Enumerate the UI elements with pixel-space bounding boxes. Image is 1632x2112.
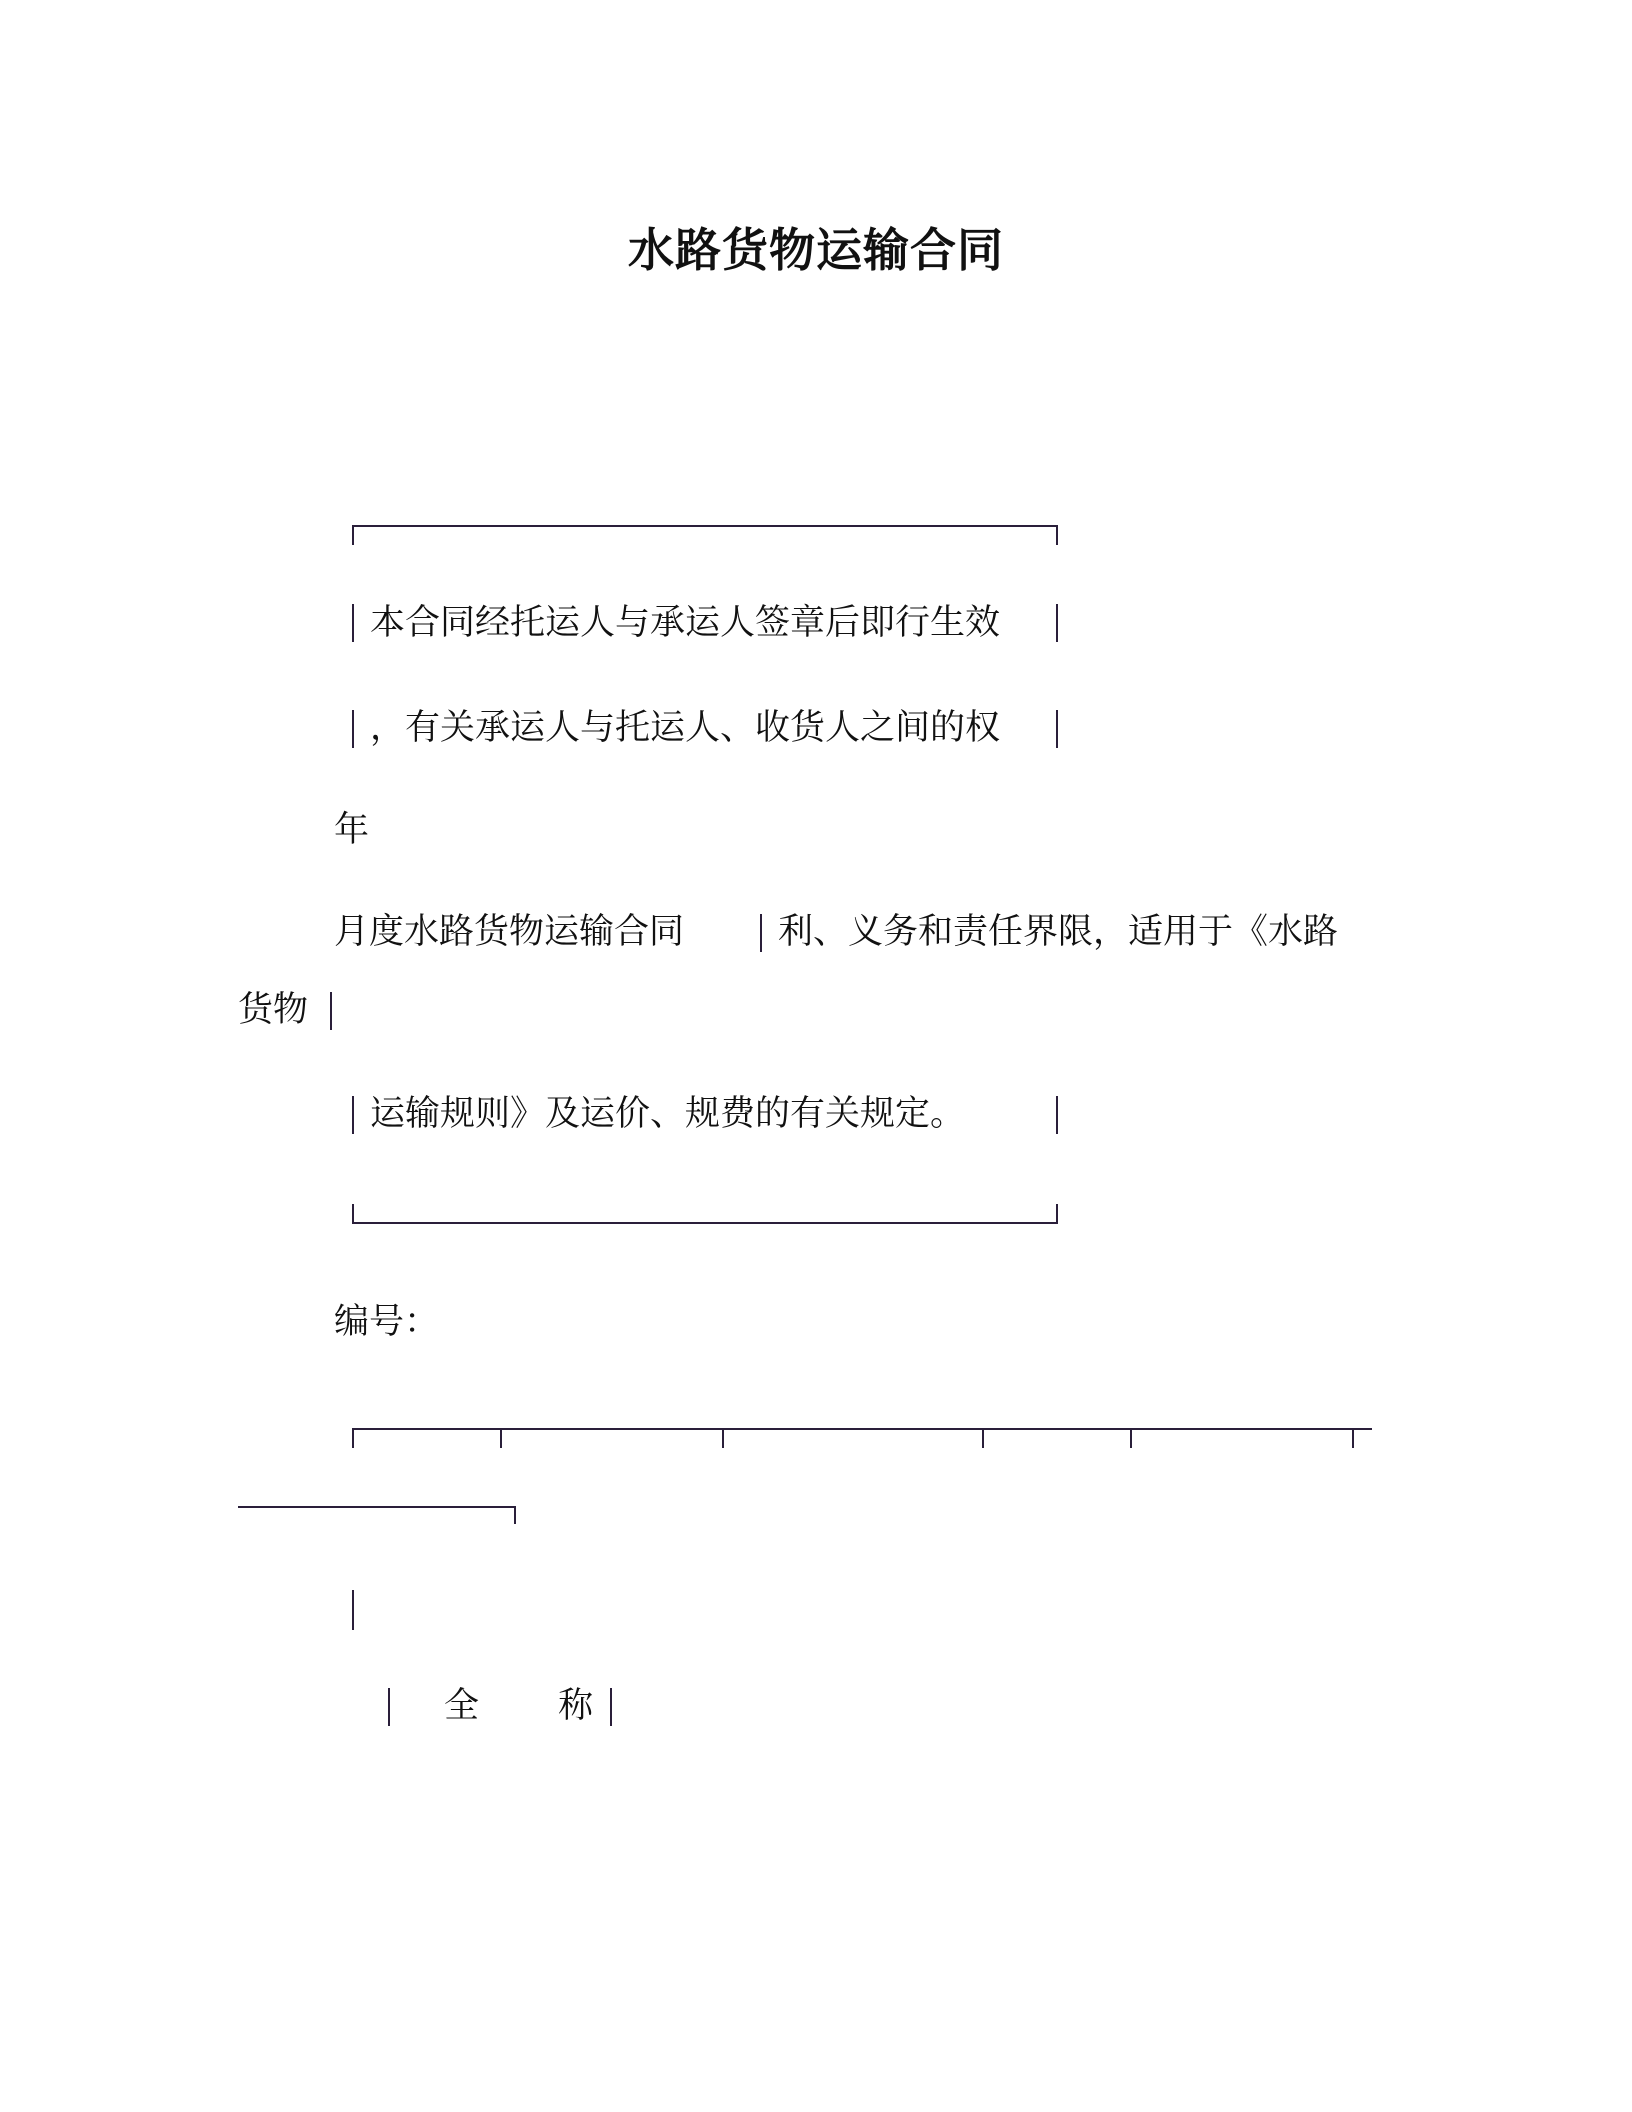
table-header-full-name: 全 称 xyxy=(444,1686,628,1726)
notice-box-top-left-tick xyxy=(352,525,354,545)
table-left-border xyxy=(352,1590,354,1630)
notice-line1-left-bar xyxy=(352,604,354,642)
table-col-tick-3 xyxy=(722,1428,724,1448)
notice-line-3-continued: 货物 xyxy=(238,990,309,1030)
document-title: 水路货物运输合同 xyxy=(628,223,1004,277)
notice-box-bottom-border xyxy=(352,1222,1058,1224)
table-cell-left-bar xyxy=(388,1688,390,1726)
table-col-tick-1 xyxy=(352,1428,354,1448)
notice-line4-left-bar xyxy=(352,1096,354,1134)
notice-line4-right-bar xyxy=(1056,1096,1058,1134)
notice-line-3: 利、义务和责任界限，适用于《水路 xyxy=(778,912,1339,952)
notice-line-2: ，有关承运人与托运人、收货人之间的权 xyxy=(370,708,1001,748)
notice-box-bottom-left-tick xyxy=(352,1204,354,1224)
table-col-tick-2 xyxy=(500,1428,502,1448)
notice-line1-right-bar xyxy=(1056,604,1058,642)
table-cell-right-bar xyxy=(610,1688,612,1726)
notice-line2-left-bar xyxy=(352,710,354,748)
notice-box-top-border xyxy=(352,525,1058,527)
table-col-tick-5 xyxy=(1130,1428,1132,1448)
year-label: 年 xyxy=(334,810,370,850)
notice-box-top-right-tick xyxy=(1056,525,1058,545)
table-top-border xyxy=(352,1428,1372,1430)
notice-line-1: 本合同经托运人与承运人签章后即行生效 xyxy=(370,603,1001,643)
notice-line2-right-bar xyxy=(1056,710,1058,748)
notice-line3-cont-bar xyxy=(330,992,332,1030)
notice-box-bottom-right-tick xyxy=(1056,1204,1058,1224)
notice-line3-left-bar xyxy=(760,914,762,952)
table-continuation-tick xyxy=(514,1506,516,1524)
number-label: 编号： xyxy=(334,1302,440,1342)
notice-line-4: 运输规则》及运价、规费的有关规定。 xyxy=(370,1094,966,1134)
monthly-contract-label: 月度水路货物运输合同 xyxy=(334,912,685,952)
table-col-tick-4 xyxy=(982,1428,984,1448)
table-col-tick-6 xyxy=(1352,1428,1354,1448)
table-continuation-line xyxy=(238,1506,516,1508)
